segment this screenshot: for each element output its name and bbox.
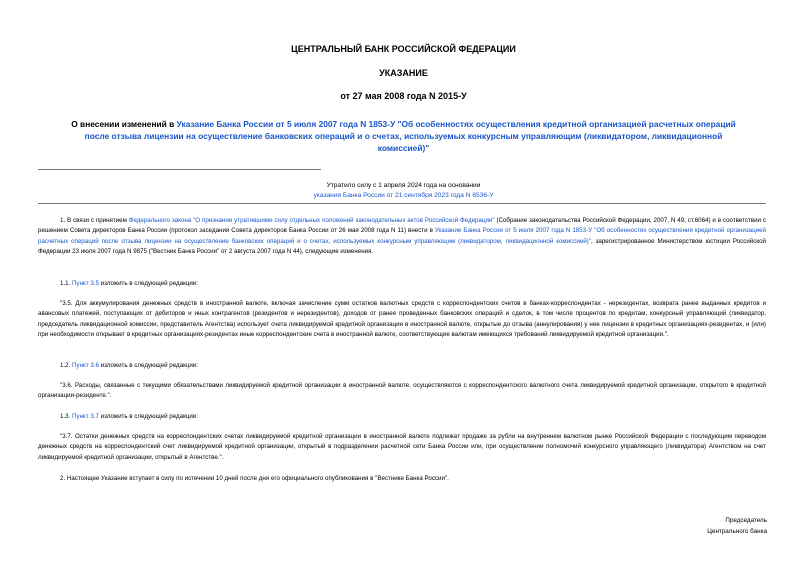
paragraph-2: 2. Настоящее Указание вступает в силу по истечении 10 дней после дня его официального опубликования в "Вестнике Банка России".	[60, 475, 449, 482]
clause-3-5-link[interactable]: Пункт 3.5	[72, 280, 99, 287]
document-title	[62, 118, 745, 154]
quote-3-5: "3.5. Для аккумулирования денежных средств в иностранной валюте, включая зачисление сумм остатков валютных средств с корреспондентских счетов в банках-корреспондентах - нерезидентах, возврата ранее выданных кредитов и авансовых платежей, поступающих от дебиторов и иных контрагентов (резидентов и нерезидентов), доходов от ранее проведенных банковских операций и сделок, в том числе процентов по кредитам, конкурсный управляющий (ликвидатор, председатель ликвидационной комиссии, представитель Агентства) использует счета ликвидируемой кредитной организации в иностранной валюте, открытые до отзыва (аннулирования) у нее лицензии в кредитных организациях-резидентах, и (или) при необходимости открывает в кредитных организациях-резидентах иные корреспондентские счета в иностранной валюте, соответствующие валютам имеющихся требований ликвидируемой кредитной организации.".	[38, 300, 766, 338]
notice-divider	[38, 203, 766, 204]
paragraph-1	[38, 216, 766, 257]
title-prefix: О внесении изменений в	[71, 119, 177, 129]
title-amended-act-link[interactable]: Указание Банка России от 5 июля 2007 года N 1853-У "Об особенностях осуществления кредитной организацией расчетных операций после отзыва лицензии на осуществление банковских операций и о счетах, используемых конкурсным управляющим (ликвидатором, ликвидационной комиссией)"	[84, 119, 736, 153]
void-notice	[0, 181, 807, 201]
item-1-1	[38, 279, 766, 289]
paragraph-1-text-b: (Собрание законодательства Российской Федерации, 2007, N 49, ст.6064) и в соответствии с решением Совета директоров Банка России (протокол заседания Совета директоров Банка России от 26 мая 2008 года N 11) внести в	[38, 217, 766, 235]
clause-3-7-link[interactable]: Пункт 3.7	[72, 413, 99, 420]
item-1-3	[38, 412, 766, 422]
item-1-2-number: 1.2.	[60, 362, 73, 369]
item-1-1-number: 1.1.	[60, 280, 73, 287]
item-1-2	[38, 361, 766, 371]
paragraph-1-text-a: 1. В связи с принятием	[60, 217, 129, 224]
item-1-3-number: 1.3.	[60, 413, 73, 420]
signature-block	[567, 515, 767, 537]
organization-heading: ЦЕНТРАЛЬНЫЙ БАНК РОССИЙСКОЙ ФЕДЕРАЦИИ	[291, 44, 516, 54]
void-notice-text: Утратило силу с 1 апреля 2024 года на основании	[326, 182, 481, 189]
clause-3-6-link[interactable]: Пункт 3.6	[72, 362, 99, 369]
item-1-3-text: изложить в следующей редакции:	[98, 413, 198, 420]
item-1-2-text: изложить в следующей редакции:	[98, 362, 198, 369]
void-notice-link[interactable]: указания Банка России от 21 сентября 2023 года N 6536-У	[313, 192, 494, 199]
federal-law-link[interactable]: Федерального закона "О признании утратившими силу отдельных положений законодательных актов Российской Федерации"	[128, 217, 495, 224]
document-kind-heading: УКАЗАНИЕ	[379, 68, 428, 78]
amended-act-link[interactable]: Указание Банка России от 5 июля 2007 года N 1853-У "Об особенностях осуществления кредитной организацией расчетных операций после отзыва лицензии на осуществление банковских операций и о счетах, используемых конкурсным управляющим (ликвидатором, ликвидационной комиссией)"	[38, 227, 766, 245]
signature-title-line-2: Центрального банка	[707, 528, 767, 535]
item-1-1-text: изложить в следующей редакции:	[98, 280, 198, 287]
quote-3-7: "3.7. Остатки денежных средств на корреспондентских счетах ликвидируемой кредитной организации в иностранной валюте подлежат продаже за рубли на внутреннем валютном рынке Российской Федерации с последующим переводом денежных средств на корреспондентский счет ликвидируемой кредитной организации, открытый в подразделении расчетной сети Банка России или, при осуществлении полномочий конкурсного управляющего (ликвидатора) Агентством на счет ликвидируемой кредитной организации, открытый в Агентстве.".	[38, 433, 766, 461]
quote-3-6: "3.6. Расходы, связанные с текущими обязательствами ликвидируемой кредитной организации в иностранной валюте, осуществляются с корреспондентского валютного счета ликвидируемой кредитной организации, открытого в кредитной организации-резиденте.".	[38, 382, 766, 400]
document-date-number: от 27 мая 2008 года N 2015-У	[340, 91, 467, 101]
title-divider	[38, 169, 321, 170]
signature-title-line-1: Председатель	[725, 517, 767, 524]
paragraph-1-text-c: , зарегистрированное Министерством юстиции Российской Федерации 23 июля 2007 года N 9875 ("Вестник Банка России" от 2 августа 2007 года N 44), следующие изменения.	[38, 237, 767, 255]
